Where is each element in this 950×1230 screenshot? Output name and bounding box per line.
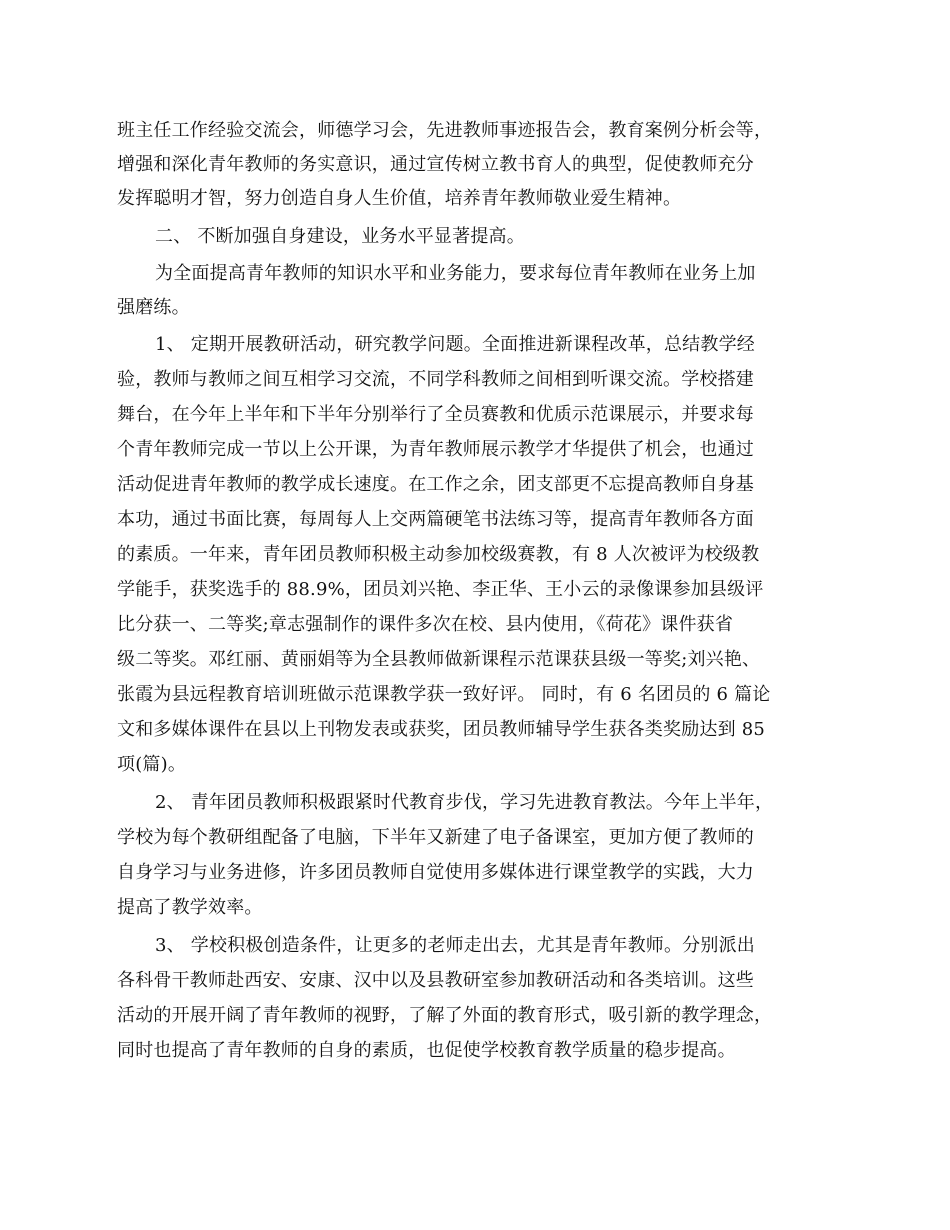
text-line: 自身学习与业务进修，许多团员教师自觉使用多媒体进行课堂教学的实践，大力 — [117, 862, 754, 883]
list-item-2: 2、 青年团员教师积极跟紧时代教育步伐，学习先进教育教法。今年上半年， — [155, 792, 774, 813]
text-line: 为全面提高青年教师的知识水平和业务能力，要求每位青年教师在业务上加 — [155, 263, 756, 284]
text-line: 发挥聪明才智，努力创造自身人生价值，培养青年教师敬业爱生精神。 — [117, 188, 682, 209]
text-line: 学校为每个教研组配备了电脑，下半年又新建了电子备课室，更加方便了教师的 — [117, 827, 754, 848]
text-line: 项(篇)。 — [117, 754, 187, 775]
text-line: 比分获一、二等奖;章志强制作的课件多次在校、县内使用，《荷花》课件获省 — [117, 614, 734, 635]
text-line: 强磨练。 — [117, 297, 190, 318]
text-line: 本功，通过书面比赛，每周每人上交两篇硬笔书法练习等，提高青年教师各方面 — [117, 509, 754, 530]
section-heading: 二、 不断加强自身建设，业务水平显著提高。 — [155, 226, 525, 247]
text-line: 级二等奖。邓红丽、黄丽娟等为全县教师做新课程示范课获县级一等奖;刘兴艳、 — [117, 649, 761, 670]
text-line: 各科骨干教师赴西安、安康、汉中以及县教研室参加教研活动和各类培训。这些 — [117, 970, 754, 991]
text-line: 提高了教学效率。 — [117, 897, 263, 918]
text-line: 增强和深化青年教师的务实意识，通过宣传树立教书育人的典型，促使教师充分 — [117, 154, 754, 175]
text-line: 个青年教师完成一节以上公开课，为青年教师展示教学才华提供了机会，也通过 — [117, 439, 754, 460]
text-line: 学能手，获奖选手的 88.9%，团员刘兴艳、李正华、王小云的录像课参加县级评 — [117, 579, 764, 600]
text-line: 同时也提高了青年教师的自身的素质，也促使学校教育教学质量的稳步提高。 — [117, 1040, 736, 1061]
text-line: 验，教师与教师之间互相学习交流，不同学科教师之间相到听课交流。学校搭建 — [117, 369, 754, 390]
list-item-3: 3、 学校积极创造条件，让更多的老师走出去，尤其是青年教师。分别派出 — [155, 935, 755, 956]
list-item-1: 1、 定期开展教研活动，研究教学问题。全面推进新课程改革，总结教学经 — [155, 334, 755, 355]
text-line: 活动促进青年教师的教学成长速度。在工作之余，团支部更不忘提高教师自身基 — [117, 474, 754, 495]
text-line: 文和多媒体课件在县以上刊物发表或获奖，团员教师辅导学生获各类奖励达到 85 — [117, 719, 766, 740]
text-line: 张霞为县远程教育培训班做示范课教学获一致好评。 同时，有 6 名团员的 6 篇论 — [117, 684, 771, 705]
text-line: 班主任工作经验交流会，师德学习会，先进教师事迹报告会，教育案例分析会等， — [117, 120, 773, 141]
text-line: 活动的开展开阔了青年教师的视野，了解了外面的教育形式，吸引新的教学理念， — [117, 1005, 773, 1026]
text-line: 的素质。一年来，青年团员教师积极主动参加校级赛教，有 8 人次被评为校级教 — [117, 544, 760, 565]
text-line: 舞台，在今年上半年和下半年分别举行了全员赛教和优质示范课展示，并要求每 — [117, 404, 754, 425]
